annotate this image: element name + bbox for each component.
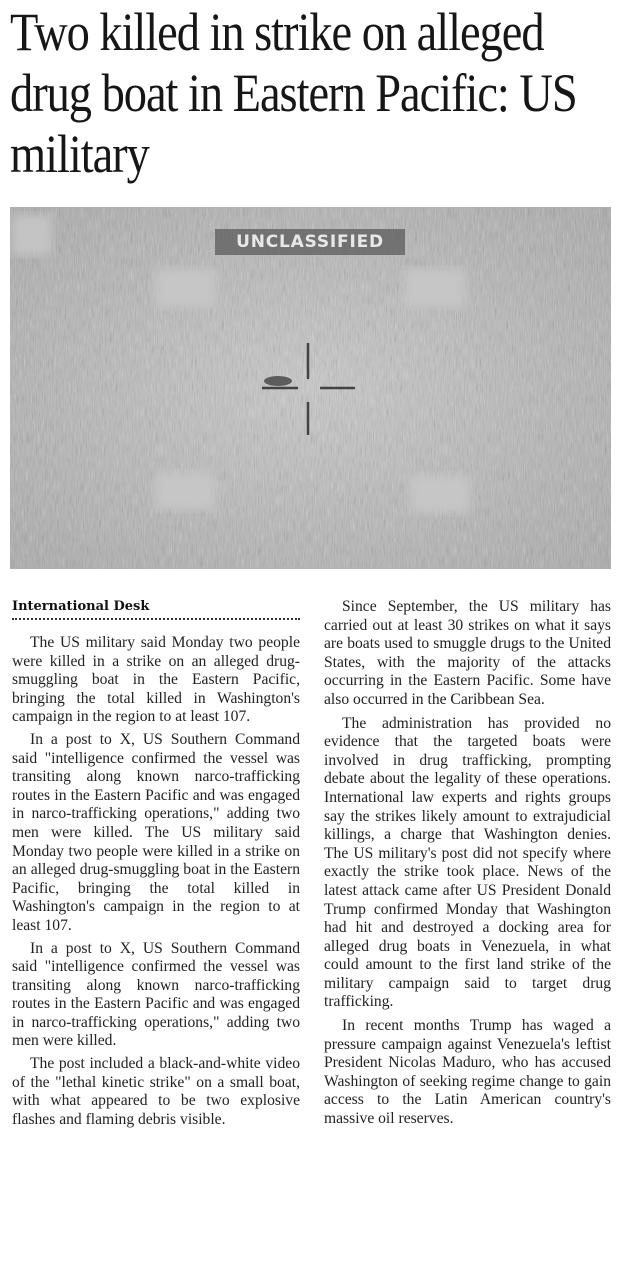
article-column-right [324,598,611,1134]
paragraph: In recent months Trump has waged a pressure campaign against Venezuela's leftist President Nicolas Maduro, who has accused Washington of seeking regime change to gain access to the Latin American country's massive oil reserves. [324,1017,611,1128]
blurred-overlay [155,472,215,510]
paragraph: Since September, the US military has carried out at least 30 strikes on what it says are boats used to smuggle drugs to the United States, with the majority of the attacks occurring in the Eastern Pacific. Some have also occurred in the Caribbean Sea. [324,598,611,708]
byline: International Desk [12,599,150,614]
blurred-overlay [410,475,470,513]
article-photo [10,207,611,569]
sea-surveillance-image [10,207,611,569]
paragraph: In a post to X, US Southern Command said "intelligence confirmed the vessel was transiting along known narco-trafficking routes in the Eastern Pacific and was engaged in narco-trafficking operations," adding two men were killed. The US military said Monday two people were killed in a strike on an alleged drug-smuggling boat in the Eastern Pacific, bringing the total killed in Washington's campaign in the region to at least 107. [12,730,300,934]
article-column-left [12,598,300,1133]
paragraph: The administration has provided no evidence that the targeted boats were involved in drug trafficking, prompting debate about the legality of these operations. International law experts and rights groups say the strikes likely amount to extrajudicial killings, a charge that Washington denies. The US military's post did not specify where exactly the strike took place. News of the latest attack came after US President Donald Trump confirmed Monday that Washington had hit and destroyed a docking area for alleged drug boats in Venezuela, in what could amount to the first land strike of the military campaign said to target drug trafficking. [324,714,611,1011]
paragraph: In a post to X, US Southern Command said "intelligence confirmed the vessel was transiting along known narco-trafficking routes in the Eastern Pacific and was engaged in narco-trafficking operations," adding two men were killed. [12,939,300,1050]
paragraph: The post included a black-and-white video of the "lethal kinetic strike" on a small boat, with what appeared to be two explosive flashes and flaming debris visible. [12,1055,300,1128]
blurred-overlay [405,269,465,307]
dotted-divider [12,618,300,620]
classification-label: UNCLASSIFIED [215,229,405,255]
blurred-overlay [155,269,215,307]
paragraph: The US military said Monday two people were killed in a strike on an alleged drug-smuggling boat in the Eastern Pacific, bringing the total killed in Washington's campaign in the region to at least 107. [12,634,300,726]
boat-silhouette [264,376,292,386]
headline: Two killed in strike on alleged drug boat in Eastern Pacific: US military [10,2,577,184]
